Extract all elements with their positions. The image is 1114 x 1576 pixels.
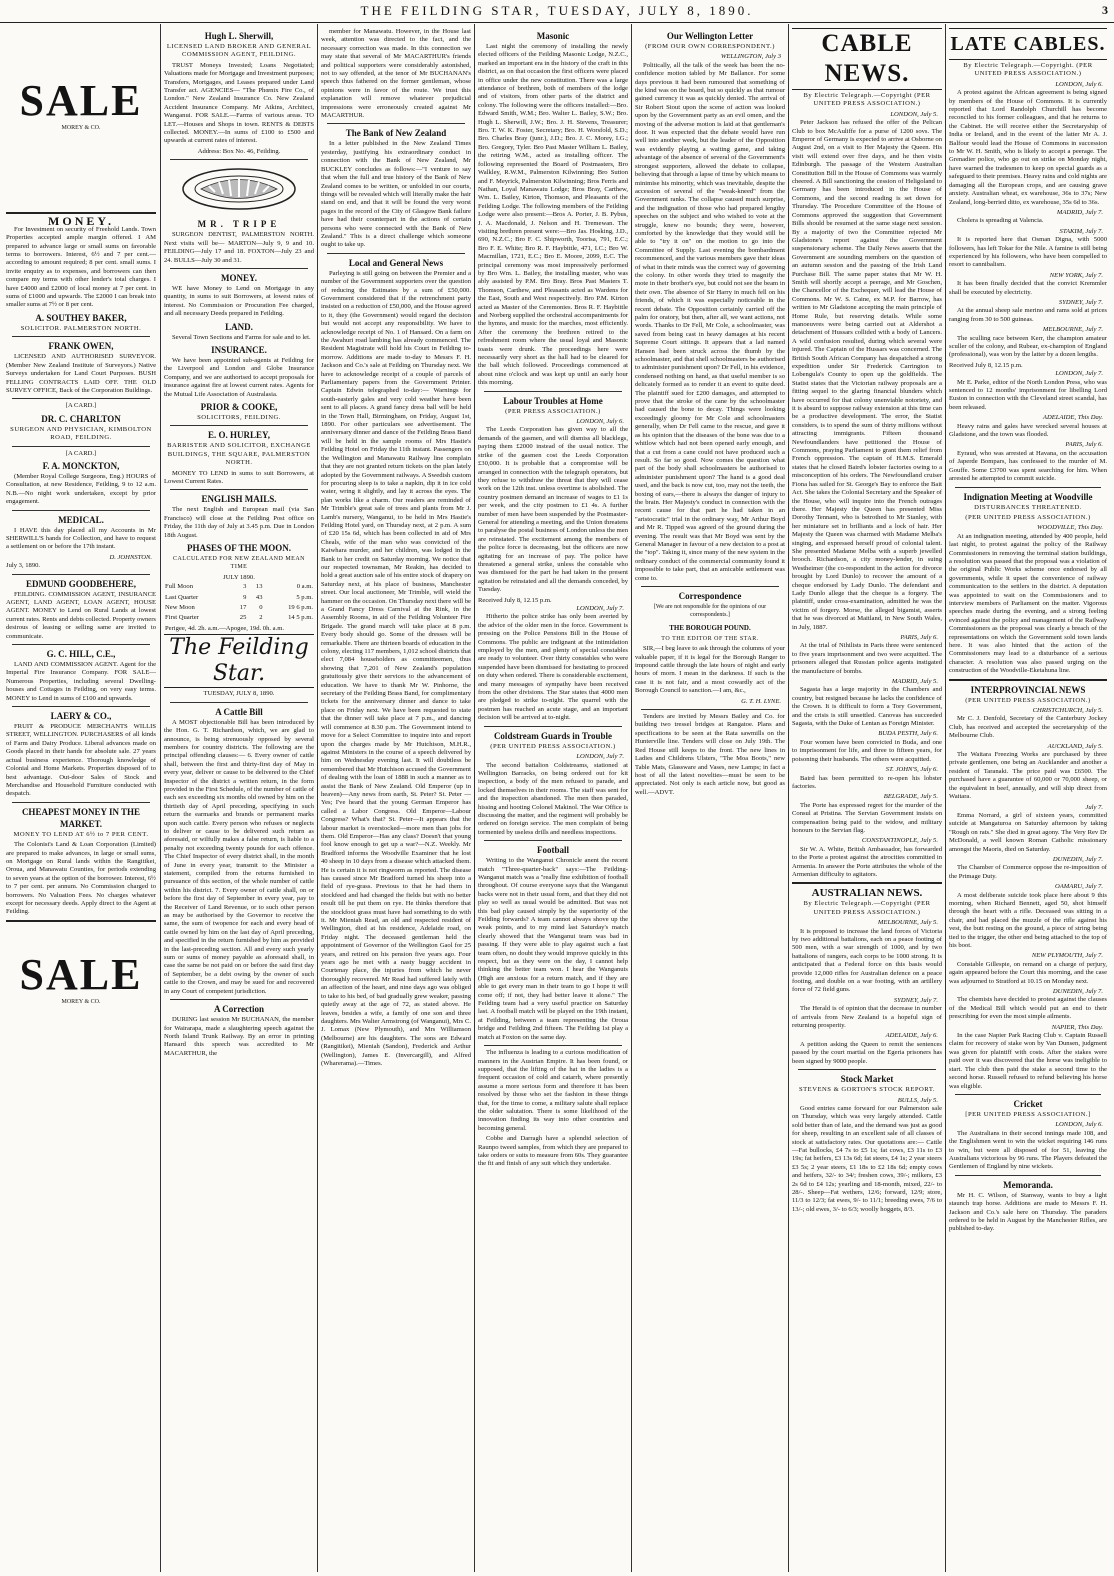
sydney-item: The Herald is of opinion that the decrease in number of arrivals from New Zealand is a hopeful sign of returning prosperity.	[792, 1005, 942, 1030]
london-dateline-2: LONDON, July 7.	[1055, 370, 1103, 378]
divider	[170, 159, 308, 160]
received-line: Received July 8, 12.15 p.m.	[949, 361, 1023, 369]
hurley-advert: MONEY TO LEND in sums to suit Borrowers, at Lowest Current Rates.	[164, 469, 314, 485]
stock-market-heading: Stock Market	[840, 1074, 894, 1085]
column-rule	[945, 24, 946, 1572]
insurance-heading: INSURANCE.	[211, 344, 267, 355]
moon-cell: Last Quarter	[165, 593, 199, 601]
moon-phases-table	[164, 582, 314, 634]
suakim-item: It is reported here that Osman Digna, with 5000 followers, has left Tokar for the Nile. A famine is still being experienced by his followers, who have been compelled to resort to cannibalism.	[949, 236, 1107, 269]
london-item-2: Mr E. Parke, editor of the North London Press, who was sentenced to 12 months' imprisonment for libelling Lord Euston in connection with the Cleveland street scandal, has been released.	[949, 378, 1107, 411]
medical-heading: MEDICAL.	[58, 514, 104, 525]
moon-cell: 0	[259, 604, 263, 612]
divider	[12, 510, 150, 511]
auckland-item-2: Emma Norrard, a girl of sixteen years, committed suicide at Mangaturoa on Saturday afternoon by taking "Rough on rats." She died in great agony. The Very Rev Dr McDonald, a well known Roman Catholic missionary amongst the Maoris, died on Saturday.	[949, 811, 1107, 853]
oamaru-item: A most deliberate suicide took place here about 9 this morning, when Richard Bennett, aged 50, shot himself through the heart with a rifle. Deceased was sitting in a chair, and had placed the muzzle of the rifle against his vest, the butt resting on the ground, a piece of string being tied to the trigger, the other end being attached to the top of his boot.	[949, 891, 1107, 949]
mails-heading: ENGLISH MAILS.	[201, 494, 277, 505]
cattle-bill-heading: A Cattle Bill	[215, 706, 263, 717]
moon-row	[164, 624, 314, 634]
st-johns-item: Baird has been permitted to re-open his lobster factories.	[792, 774, 942, 790]
influenza-article: The influenza is leading to a curious modification of manners in the Austrian Empire. It has been found, or supposed, that the lifting of the hat in the ladies is a frequent occasion of cold and catarrh, where presently assume a more serious form and therefore it has been resolved by those who set the fashion in these things that, for the time to come, a military salute shall replace the older salutation. There is some likelihood of the innovation finding its way into other countries and becoming general.	[478, 1049, 628, 1132]
cricket-heading: Cricket	[1013, 1098, 1043, 1109]
sale-advert-heading-2: SALE	[19, 949, 143, 999]
moon-cell: 19 6 p.m.	[288, 604, 313, 612]
cable-news-article: Peter Jackson has refused the offer of the Pelican Club to box McAuliffe for a purse of 1200 sovs. The Emperor of Germany is expected to arrive at Osborne on August 2nd, on a visit to Her Majesty the Queen. His visit will extend over five days, and he then visits Edinburgh. The passage of the Western Australian Constitution Bill in the House of Commons was warmly cheered. A Bill sanctioning the cession of Heligoland to Germany has been introduced in the House of Commons, and the second reading is set down for Thursday. The Procedure Committee of the House of Commons approved the suggestion that Government Bills should be resumed at the same stage next session. By a majority of two the Committee rejected Mr Gladstone's report against the Government suspensionary scheme. The Daily News asserts that the Government are sounding members on the question of an autumn session and the passing of the Irish Land Purchase Bill. The same paper states that Mr W. H. Smith will shortly accept a peerage, and Mr Goschen, the Chancellor of the Exchequer, will lead the House of Commons. Mr W. S. Caine, ex M.P. for Barrow, has written to Mr Gladstone accepting the main principle of Home Rule, but reserving details. While some manoeuvres were being carried out at Aldershot a detachment of Hussars collided with a body of Lancers. A wild confusion resulted, during which several were injured. The Captain of the Hussars was concerned. The British South African Company has despatched a strong expedition under Sir Frederick Carrington to Lobengula's County to open up the goldfields. The Statist states that the Victorian railway proposals are a fitting sequel to the glaring financial blunders which have occurred for that colony unenviable notoriety, and it is absurd to suppose railway extension at this time can be a productive development. The error, the Statist considers, is to spend the sum of thirty millions without attracting immigrants. Fifteen thousand Newfoundlanders have petitioned the House of Commons, praying Parliament to grant them relief from French oppression. The captain of H.M.S. Emerald states that he closed Baird's lobster factories owing to a misconception of his orders. The Newfoundland cruiser Fiona has sailed for St. George's Bay to enforce the Bait Act. She takes the Colonial Secretary and the Speaker of the House, who will inquire into the French outrages there. Her Majesty the Queen has presented Miss Dorothy Tennant, who is betrothed to Mr Stanley, with her miniature set in brilliants and a lock of hair. Her Majesty the Queen was charmed with Madame Melba's singing, and expressed herself proud of colonial talent. She presented Madame Melba with a superb jewelled brooch. Richardson, a city money-lender, in suing Westheimer (the co-respondent in the action for divorce brought by Lord Dunlo) to recover the amount of a cheque endorsed by Lady Dunlo. The defendant and Lady Dunlo allege that the cheque is a forgery. The plaintiff, under cross-examination, admitted he was the victim of forgery. Morse, the alleged bigamist, asserts that he was divorced at Maitland, in New South Wales, in July, 1887.	[792, 119, 942, 631]
paris-item: At the trial of Nihilists in Paris three were sentenced to five years imprisonment and two were acquitted. The prisoners alleged that Russian police agents instigated the manufacture of bombs.	[792, 642, 942, 675]
column-1	[6, 28, 156, 1568]
labour-received: Received July 8, 12.15 p.m.	[478, 596, 552, 604]
masthead	[0, 0, 1114, 23]
column-rule	[788, 24, 789, 1572]
oamaru-dateline: OAMARU, July 7.	[1055, 883, 1103, 891]
charlton-name: DR. C. CHARLTON	[41, 413, 121, 424]
divider	[12, 446, 150, 447]
interprovincial-heading: INTERPROVINCIAL NEWS	[970, 684, 1086, 695]
goodbehere-name: EDMUND GOODBEHERE,	[25, 578, 136, 589]
baker-title: SOLICITOR. PALMERSTON NORTH.	[20, 324, 142, 332]
new-plymouth-item: Constable Gillespie, on remand on a charge of perjury, again appeared before the Court this morning, and the case was adjourned to Stratford at 10.15 on Monday next.	[949, 960, 1107, 985]
divider	[792, 882, 942, 884]
buda-item: Four women have been convicted in Buda, and one to imprisonment for life, and three to fifteen years, for poisoning their husbands. The others were acquitted.	[792, 738, 942, 763]
divider	[484, 391, 622, 392]
christchurch-item: Mr C. J. Denfold, Secretary of the Canterbury Jockey Club, has received and accepted the secretaryship of the Melbourne Club.	[949, 715, 1107, 740]
pound-letter: SIR,—I beg leave to ask through the columns of your valuable paper, if it is legal for the Borough Ranger to impound cattle through the late hours of night and early hours of morn. I mean in the darkness. If such is the case it is not fair, and a most cowardly act of the Borough Council to sanction.—I am, &c.,	[635, 645, 785, 695]
cricket-article: The Australians in their second innings made 108, and the Englishmen went to win the wicket requiring 146 runs to win, but were all disposed of for 51, leaving the Australians victorious by 96 runs. The Players defeated the Gentlemen of England by nine wickets.	[949, 1129, 1107, 1171]
woodville-subheading: DISTURBANCES THREATENED.	[974, 503, 1082, 511]
melbourne-item-2: The sculling race between Kerr, the champion amateur sculler of the colony, and Rubear, ex-champion of England (professional), was won by the latter by a dozen lengths.	[949, 334, 1107, 359]
australian-news-heading: AUSTRALIAN NEWS.	[811, 887, 923, 900]
cheapest-heading: CHEAPEST MONEY IN THE MARKET.	[21, 806, 141, 829]
belgrade-dateline: BELGRADE, July 5.	[883, 793, 938, 801]
divider	[170, 489, 308, 490]
divider	[798, 1069, 936, 1070]
new-york-item: It has been finally decided that the convict Kremmler shall be executed by electricity.	[949, 280, 1107, 296]
column-2	[164, 28, 314, 1568]
dunedin-item-2: The chemists have decided to protest against the clauses of the Medical Bill which would put an end to their prescribing for even the most simple ailments.	[949, 996, 1107, 1021]
page-number: 3	[1102, 3, 1108, 17]
football-article: Writing to the Wanganui Chronicle anent the recent match "Three-quarter-back" says:—The Feilding-Wanganui match was a "really fine exhibition of football throughout. Of course everyone says that the Wanganui backs were not in their usual form, and that they did not play so well as usual would be admitted. But was not this bad play caused simply by the superiority of the Feilding forwards? A team cannot always shove up the weak points, and to my mind last Saturday's match clearly showed that the Wanganui team was bad in passing. If they were able to play against such a fast team often, no doubt they would improve quickly in this respect, but as they were on the day, I cannot help thinking the better team won. I hear the Wanganuis (High are anxious for a return match, and if they are able to get every man in their team to go I hope it will come off; if not, they had better leave it alone." The Feilding team had a very useful practice on Saturday last. A football match will be played on the 19th instant, at Feilding, between a team representing the Oroua bridge and Feilding 2nd fifteen. The Feilding 1st play a match at Foxton on the same day.	[478, 857, 628, 1041]
charlton-advert: SURGEON AND PHYSICIAN, KIMBOLTON ROAD, FEILDING.	[10, 425, 152, 442]
melbourne-dateline-2: MELBOURNE, July 7.	[1042, 326, 1103, 334]
correction-article: DURING last session Mr BUCHANAN, the member for Wairarapa, made a slaughtering speech against the North Island Trunk Railway. By an error in printing Hansard this speech was accredited to Mr MACARTHUR, the	[164, 1016, 314, 1057]
column-rule	[474, 24, 475, 1572]
suakim-dateline: STAKIM, July 7.	[1059, 227, 1103, 235]
moon-month: JULY 1890.	[223, 573, 255, 581]
late-cables-heading: LATE CABLES.	[949, 28, 1107, 60]
medical-notice: I HAVE this day placed all my Accounts in Mr SHERWILL'S hands for Collection, and have to request a settlement on or before the 17th instant.	[6, 526, 156, 551]
column-4	[478, 28, 628, 1568]
paris-dateline: PARIS, July 6.	[900, 634, 938, 641]
labour-dateline-2: LONDON, July 7.	[576, 605, 624, 612]
owen-advert: LICENSED AND AUTHORISED SURVEYOR. (Member New Zealand Institute of Surveyors.) Native Surveys undertaken for Land Court Purposes. BUSH FELLING CONTRACTS LAID OFF. THE OLD SURVEY OFFICE, Back of the Corporation Buildings.	[6, 353, 156, 394]
column-5	[635, 28, 785, 1568]
madrid-dateline-2: MADRID, July 7.	[1056, 208, 1103, 216]
goodbehere-advert: FEILDING. COMMISSION AGENT, INSURANCE AGENT, LAND AGENT, LOAN AGENT, HOUSE AGENT. MONEY to Lend on Rural Lands at lowest current rates. Rents and debts collected. Property owners desirous of leasing or selling same are invited to communicate.	[6, 590, 156, 640]
melbourne-dateline: MELBOURNE, July 5.	[877, 919, 938, 927]
moon-subheading: CALCULATED FOR NEW ZEALAND MEAN TIME	[172, 556, 306, 571]
moon-cell: New Moon	[165, 604, 195, 612]
column-3	[321, 28, 471, 1568]
moon-cell: 14 5 p.m.	[288, 614, 313, 622]
moon-cell: 13	[255, 583, 263, 591]
local-news-article: Parleying is still going on between the Premier and a number of the Government supporters over the question of reducing the Estimates by a sum of £50,000. Government considered that if the retrenchment party insisted on a reduction of £50,000, and the House agreed to it, they (the Government) would regard the decision but would not accept any responsibility. We have to acknowledge receipt of No. 1 of Hansard. On a farm on the Awahuri road lambing has already commenced. The Resident Magistrate will hold his Court in Feilding to-morrow. Additions are made to-day to Messrs F. H. Jackson and Co.'s sale at Feilding on Thursday next. We have to acknowledge receipt of a couple of parcels of Parliamentary papers from the Government Printer. Captain Edwin telegraphed to-day:— Warnings for south-easterly gales and very cold weather have been sent to all places. A grand fancy dress ball will be held in the Town Hall, Birmingham, on Friday, August 1st, 1890. For other particulars see advertisement. The anniversary dinner and dance of the Feilding Brass Band will be held in the sample rooms of Mrs Hastie's Feilding Hotel on Friday the 11th instant. Passengers on the Wellington and Manawatu Railway line complain that they are not granted return tickets on the plan lately adopted by the Government railways. A Swedish custom for procuring sleep is to take a napkin, dip it in ice cold water, wring it slightly, and lay it across the eyes. The plan works like a charm. Our readers are reminded of Mr Trimble's great sale of trees and plants from Mr J. Lamb's nursery, Wanganui, to be held in Mrs Hastie's Feilding Hotel yard, on Thursday next, at 2 p.m. A sum of £20 15s 6d, which has been collected in aid of Mrs Cheals, wife of the man who was convicted of the Kaiwhara murder, and her children, was lodged in the Bank to her credit on Saturday morning. We notice that our respected townsman, Mr Reakin, has decided to hold a great auction sale of his entire stock of drapery on Saturday next, at his place of business, Manchester street. Our local auctioneer, Mr Trimble, will wield the hammer on the occasion. On Thursday next there will be a Grand Fancy Dress Carnival at the Rink, in the Assembly Rooms, in aid of the Feilding Volunteer Fire Brigade. The grand march will take place at 8 p.m. Every body should go. Some of the dresses will be remarkable. There are thirteen boards of education in the colony, electing 117 members, 1,012 school districts that elect 7,084 householders as committeemen, thus showing that 7,201 of New Zealand's population gratuitously give their services to the advancement of education. We have to thank Mr W. Pinhorne, the secretary of the Feilding Brass Band, for complimentary tickets for the anniversary dinner and dance to take place on Friday next. We have been requested to state that the dinner will take place at 7 p.m., and dancing will commence at 8.30 p.m. The Government intend to move for a Select Committee to inquire into and report upon the charges made by Mr Hutchison, M.H.R., against Ministers in the course of a speech delivered by him on Wednesday evening last. It will doubtless be remembered that Mr Hutchison accused the Government of dealing with the loan of 1888 in such a manner as to assist the Bank of New Zealand. Old Emperor (up in heaven)—Any news from earth, St. Peter? St. Peter —Yes; I've heard that the young German Emperor has called a Labor Congress. Old Emperor—Labour Congress? What's that? St. Peter—It appears that the labour market is overstocked—more men than jobs for them. Old Emperor—Has any class? Doesn't that young fool know enough to get up a war?—N.Z. Weekly. Mr Bradford informs the Woodville Examiner that he lost 40 sheep in 10 days from a disease which attacked them. He is certain it is not ringworm as reported. The disease has caused since Mr Bradford turned his sheep into a field of rye-grass. Previous to that he had them in stockfeed and had changed the fields but with no better result till he put them on rye. He thinks therefore that the stockfoot grass must have had something to do with it. Mr Mieniah Read, an old and respected resident of Wellington, died at his residence, Adelaide road, on Friday night. The deceased gentleman held the appointment of Governor of the Wellington Gaol for 25 years, and retired on his pension five years ago. Four years ago he met with a nasty buggy accident in Courtenay place, the injuries from which he never thoroughly recovered. Mr Read had suffered lately with an affection of the heart, and nine days ago was obliged to take to his bed, of bad gradually grew weaker, passing quietly away at the age of 72, as stated above. He leaves, besides a wife, a family of one son and three daughters. Mrs Walter Armstrong (of Wanganui), Mrs C. J. Lomax (New Plymouth), and Mrs Williamson (Melbourne) are his daughters. The sons are Edward (Rangitikei), Mieniah (Sandon), Frederick and Arthur (Wellington), James E. (Invercargill), and Alfred (Wharerama).—Times.	[321, 269, 471, 1067]
divider	[12, 802, 150, 803]
sydney-dateline-2: SYDNEY, July 7.	[1058, 298, 1103, 306]
wellington-letter-heading: Our Wellington Letter	[666, 31, 754, 41]
stock-report-title: STEVENS & GORTON'S STOCK REPORT.	[798, 1086, 936, 1094]
labour-article: The Leeds Corporation has given way to all the demands of the gasmen, and will dismiss all blacklegs, paying them £2000 instead of the usual notice. The strike of the gasmen cost the Leeds Corporation £30,000. It is probable that a compromise will be arranged in connection with the telegraph operators, but they refuse to withdraw the threat that they will cease work on the 12th inst. unless overtime is abolished. The country postmen demand an increase of wages to £1 1s per week, and the city postmen to £1 4s. A further number of men have been suspended by the Postmaster-General for attending a meeting, and the Union threatens to paralyse the postal business of London unless the men are reinstated. The excitement among the members of the police force is decreasing, but the officers are now agitating for an increase of pay. The police have threatened a general strike, unless the constable who was dismissed for the part he had taken in the present agitation be reinstated and all the demands conceded, by Tuesday.	[478, 426, 628, 594]
divider	[170, 702, 308, 703]
wellington-letter-source: (FROM OUR OWN CORRESPONDENT.)	[645, 43, 775, 50]
hill-advert: LAND AND COMMISSION AGENT. Agent for the Imperial Fire Insurance Company. FOR SALE—Numerous Properties, including several Dwelling-houses and Cottages in Feilding, on very easy terms. MONEY to Lend in sums of £100 and upwards.	[6, 661, 156, 702]
cable-dateline: LONDON, July 5.	[890, 110, 938, 118]
moon-row	[164, 593, 314, 603]
woodville-article: At an indignation meeting, attended by 400 people, held last night, to protest against the policy of the Railway Commissioners in removing the terminal station buildings, a resolution was passed that the proposal was a violation of the original Public Works scheme once endorsed by all governments, while it upset the convenience of railway communication to the settlers in the district. A deputation was appointed to wait on the Commissioners and to interview members of Parliament on the matter. Vigorous speeches made during the evening, and a strong feeling evinced against the policy and management of the Railway Commissioners as the proposal was clearly a breach of the representations on which the Government sold town lands here. It was also hinted that the action of the Commissioners may lead to a disturbance of a serious character. A resolution was also passed urging on the construction of the Woodville-Eketahuna line.	[949, 532, 1107, 675]
divider	[12, 336, 150, 337]
prior-name: PRIOR & COOKE,	[200, 401, 278, 412]
cable-news-heading: CABLE NEWS.	[792, 28, 942, 90]
cattle-bill-article: A MOST objectionable Bill has been introduced by the Hon. G. T. Richardson, which, we are glad to announce, is being strenuously opposed by several members for country districts. The following are the principal offending clauses:— 6. Every owner of cattle shall, between the first and thirty-first day of May in every year, deliver or cause to be delivered to the Chief Inspector of the district a written return, in the form provided in the First Schedule, of the number of cattle of each sex exceeding six months old owned by him on the thirtieth day of April preceding, specifying in such return the earmarks and brands or permanent marks upon such cattle. Every person who refuses or neglects to deliver or cause to be delivered such return as aforesaid, or wilfully makes a false return, is liable to a penalty not exceeding twenty pounds for each offence. The Chief Inspector of every district shall, in the month of June in every year, transmit to the Minister a statement, compiled from the returns furnished in pursuance of this section, of the whole number of cattle within his district. 7. Every owner of cattle shall, on or before the first day of September in every year, pay to the Receiver of Land Revenue, or to such other person as may be authorised by the Governor to receive the same, the sum of twopence for each and every head of cattle owned by him on the last day of April preceding, and specified in the return furnished by him as provided in the last-preceding section. All and every such yearly sum or sums of money payable as aforesaid shall, in case the same be not paid on or before the said first day of September, be a debt owing by the owner of such cattle to the Crown, and may be sued for and recovered in any Court of competent jurisdiction.	[164, 718, 314, 995]
masonic-heading: Masonic	[536, 31, 570, 41]
australian-news-source: By Electric Telegraph.—Copyright (PER UNITED PRESS ASSOCIATION.)	[803, 900, 931, 916]
moon-note: Perigee, 4d. 2h. a.m.—Apogee, 19d. 0h. a.m.	[165, 624, 285, 632]
masthead-title: THE FEILDING STAR, TUESDAY, JULY 8, 1890.	[360, 3, 754, 18]
coldstream-source: (PER UNITED PRESS ASSOCIATION.)	[490, 742, 616, 750]
correspondence-heading: Correspondence	[678, 591, 742, 601]
column-rule	[317, 24, 318, 1572]
dental-plate-illustration	[179, 166, 299, 212]
divider	[641, 709, 779, 710]
sale-advert-byline: MOREY & CO.	[61, 125, 101, 131]
divider	[12, 644, 150, 645]
melbourne-item: It is proposed to increase the land forces of Victoria by two additional battalions, each on a peace footing of 500 men, with a war strength of 1000, and by two battalions of rangers, each corps to be 1000 strong. It is anticipated that a Federal force on this basis would provide 12,000 rifles for Australian defence on a peace footing, and double on a war footing, with an artillery force of 72 field guns.	[792, 927, 942, 994]
london-dateline: LONDON, July 6.	[1055, 80, 1103, 88]
divider	[12, 706, 150, 707]
pound-salutation: TO THE EDITOR OF THE STAR.	[661, 635, 759, 642]
wellington-letter-dateline: WELLINGTON, July 3	[720, 53, 781, 61]
newspaper-date: TUESDAY, JULY 8, 1890.	[203, 690, 275, 698]
divider	[955, 487, 1101, 488]
column-7	[949, 28, 1107, 1568]
sherwill-subheading: LICENSED LAND BROKER AND GENERAL COMMISSION AGENT, FEILDING.	[166, 43, 312, 59]
wellington-letter-article: Politically, all the talk of the week has been the no-confidence motion tabled by Mr Ballance. For some days previous it had been rumoured that something of the kind was on the board, but so quickly as that rumour gained currency it was as quickly denied. The arrival of Sir Robert Stout upon the scene of action was looked upon by the Government party as an evil omen, and the moving of the adverse motion is laid at that gentleman's door. It was expected that the debate would have run well into another week, but the leader of the Opposition was evidently playing a waiting game, and taking advantage of the absence of several of the Government's strongest supporters, allowed the debate to collapse, believing that through a lapse of time by which means to minimise his minority, which was inevitable, despite the accession of several of the "weak-kneed" from the Government ranks. The collapse caused much surprise, and the indignation of those who had prepared lengthy speeches on the subject and who wished to vote at the struggle, knew no bounds; they were, however, comforted by the knowledge that they would still be able to "try it on" on the motion to go into the Committee of Supply. Last evening the bombardment recommenced, and the various members gave their ideas of what in their minds was the correct way of governing the colony. In other words they tried to magnify the mote in their brother's eye, but could not see the beam in their own. The absence of Sir Harry in much fell on his friends, of which it was especially noticeable in the recent debate. The Opposition certainly carried off the palm for oratory, but then, after all, we want actions, not words. Thanks to Dr Fell, Mr Cole, a schoolmaster, was saved from being cast in heavy damages at his recent Supreme Court sittings. It appears that a lad named Hansen had been struck across the thumb by the schoolmaster, and that shell schoolmasters be authorised to administer punishment upon? Dr Fell, in his evidence, condensed nothing on hand, as that useful member is so delicately formed as to render it an event to quite deed. The plaintiff sued for £200 damages, and attempted to prove that the stroke of the cane by the schoolmaster had caused the bone to decay. Things were looking exceedingly gloomy for Mr Cole and schoolmasters generally, when Dr Fell came to the rescue, and gave it as his opinion that the diseases of the bone was due to a whitlow which had not been opened early enough, and that a cut from a cane could not have produced such a result. So far so good. Now comes the question what part of the body shall schoolmasters be authorised to administer punishment upon? The hand is a good deal used, and the back is now cut, too, may not the teeth, the boxing of ears,—there is always the danger of injury to the brain. Her Majesty's conduct in connection with the recent cause for that part he had taken in an "aristocratic" trial in the ordinary way, Mr Arthur Boyd and Mr R. Tipped was agreed of the ground during the evening. The result was that Mr Boyd was sent by the General Manager in favour of a new decision to a post at the "top". Taking it, since many of the new system in the ordinary conduct of the commercial community found it impossible to take part, that an amicable settlement was come to.	[635, 61, 785, 582]
woodville-dateline: WOODVILLE, This Day.	[1037, 524, 1103, 532]
divider	[484, 1045, 622, 1046]
bank-article: In a letter published in the New Zealand Times yesterday, justifying his extraordinary conduct in connection with the Bank of New Zealand, Mr BUCKLEY concludes as follows:—"I venture to say that when the full and true history of the Bank of New Zealand comes to be written, or unfolded in our courts, things will be revealed which will literally make the hair stand on end, and that it will be found the very worst pages in the record of the City of Glasgow Bank failure have had their counterpart in the actions of certain persons who were connected with the Bank of New Zealand." This is a direct challenge which someone ought to take up.	[321, 140, 471, 249]
divider	[170, 425, 308, 426]
divider	[641, 586, 779, 587]
divider	[955, 1094, 1101, 1095]
sydney-item-2: At the annual sheep sale merino and rams sold at prices ranging from 30 to 500 guineas.	[949, 307, 1107, 323]
late-cables-source: By Electric Telegraph.—Copyright. (PER UNITED PRESS ASSOCIATION.)	[963, 62, 1093, 78]
land-heading: LAND.	[225, 321, 253, 332]
sydney-dateline: SYDNEY, July 7.	[893, 996, 938, 1004]
constantinople-item: Sir W. A. White, British Ambassador, has forwarded to the Porte a protest against the atrocities committed in Armenia. In answer the Porte attributes the whole of the Armenian difficulty to agitators.	[792, 845, 942, 878]
divider	[6, 920, 156, 922]
dunedin-dateline-2: DUNEDIN, July 7.	[1052, 988, 1103, 996]
moon-row	[164, 582, 314, 592]
sherwill-advert: TRUST Moneys Invested; Loans Negotiated; Valuations made for Mortgage and Investment purposes; Transfers, Mortgages, and Leases prepared under Land Transfer act. AGENCIES— "The Phœnix Fire Co., of London." New Zealand Insurance Co. New Zealand Accident Insurance Company. Mr Atkins, Architect, Wanganui. FOR SALE.—Farms of various areas. TO LET.—Houses and Shops in town. RENTS & DEBTS collected. MONEY.—In sums of £100 to £500 and upwards at current rates of interest.	[164, 61, 314, 145]
moon-row	[164, 613, 314, 623]
labour-dateline: LONDON, July 6.	[576, 418, 624, 426]
divider	[484, 840, 622, 841]
dunedin-dateline: DUNEDIN, July 7.	[1052, 855, 1103, 863]
sherwill-address: Address: Box No. 46, Feilding.	[197, 147, 281, 155]
cheapest-subheading: MONEY TO LEND AT 6½ to 7 PER CENT.	[13, 830, 149, 838]
insurance-advert: We have been appointed sub-agents at Feilding for the Liverpool and London and Globe Insurance Company, and we are authorised to accept proposals for insurance against fire at lowest current rates. Agents for the Mutual Life Association of Australasia.	[164, 356, 314, 398]
prior-subheading: SOLICITORS, FEILDING.	[197, 413, 281, 421]
laery-advert: FRUIT & PRODUCE MERCHANTS WILLIS STREET, WELLINGTON. PURCHASERS of all kinds of Farm and Dairy Produce. Liberal advances made on Goods placed in their hands for absolute sale. 27 years actual business experience. Thorough knowledge of Colonial and Home Markets. Properties disposed of to best advantage. Out-door Sales of Stock and Merchandise and Household Furniture conducted with despatch.	[6, 723, 156, 798]
divider	[327, 253, 465, 254]
laery-name: LAERY & CO.,	[50, 711, 112, 722]
moon-row	[164, 603, 314, 613]
buda-dateline: BUDA PESTH, July 6.	[878, 730, 938, 738]
football-heading: Football	[536, 845, 569, 856]
tripe-name: MR. TRIPE	[197, 219, 281, 230]
napier-dateline: NAPIER, This Day.	[1051, 1023, 1103, 1031]
moon-table	[164, 582, 314, 634]
new-york-dateline: NEW YORK, July 7.	[1049, 271, 1103, 279]
moon-cell: 2	[259, 614, 263, 622]
moon-cell: 25	[239, 614, 247, 622]
woodville-heading: Indignation Meeting at Woodville	[963, 491, 1093, 502]
newspaper-title: The Feilding Star.	[164, 634, 314, 688]
cricket-source: [PER UNITED PRESS ASSOCIATION.]	[965, 1110, 1091, 1118]
moon-cell: 3	[243, 583, 247, 591]
moon-cell: First Quarter	[165, 614, 199, 622]
tenders-notice: Tenders are invited by Messrs Bailey and Co. for building two tressel bridges at Rangatoe. Plans and specifications to be seen at the Rata sawmills on the Hunterville line. Tenders will close on July 19th. The Red House still keeps to the front. The new lines in Ladies and Childrens Ulsters, "The Moa Boots," new Table Mats, Glassware and Vases, new Lamps; in fact a host of all the latest novelties—must be seen to be appreciated. Not only is each article now, but good as well.—ADVT.	[635, 713, 785, 796]
divider	[170, 999, 308, 1000]
moon-cell: 5 p.m.	[296, 593, 313, 601]
cable-news-source: By Electric Telegraph.—Copyright (PER UNITED PRESS ASSOCIATION.)	[803, 92, 931, 108]
coldstream-dateline: LONDON, July 7.	[576, 753, 624, 761]
card-label: [A CARD.]	[65, 402, 97, 410]
column-rule	[160, 24, 161, 1572]
divider	[955, 1175, 1101, 1176]
monckton-name: F. A. MONCKTON,	[42, 460, 120, 471]
stock-dateline: BULLS, July 5.	[897, 1096, 938, 1104]
labour-source: (PER PRESS ASSOCIATION.)	[505, 407, 601, 415]
dunedin-item: The Chamber of Commerce oppose the re-imposition of the Primage Duty.	[949, 864, 1107, 880]
pound-signature: G. T. H. LYNE.	[741, 697, 781, 705]
adelaide-dateline-2: ADELAIDE, This Day.	[1042, 414, 1103, 422]
hurley-name: E. O. HURLEY,	[208, 430, 270, 441]
paris-dateline-2: PARIS, July 6.	[1065, 441, 1103, 449]
adelaide-dateline: ADELAIDE, July 6.	[885, 1032, 938, 1040]
monckton-advert: (Member Royal College Surgeons, Eng.) HOURS of Consultation, at new Residence, Feilding, 9 to 12 a.m. N.B.—No night work undertaken, except by prior engagement.	[6, 472, 156, 506]
moon-cell: 43	[255, 593, 263, 601]
money-advert: For Investment on security of Freehold Lands. Town Properties accepted ample margin offered. I AM prepared to advance large or small sums on favorable terms to borrowers. Interest, 6½ and 7 per cent.—according to amount required; 8 per cent. small sums. I invite enquiry as to expenses, and borrowers can then compare my terms with other lender's total charges. I have £4000 and £2000 of local money at 7 per cent. in sums of £1000 and upwards. The £2000 I can break into smaller sums at 7½ or 8 per cent.	[6, 225, 156, 309]
money-heading-2: MONEY.	[221, 272, 257, 283]
coldstream-heading: Coldstream Guards in Trouble	[493, 730, 613, 741]
tripe-advert: SURGEON DENTIST, PALMERSTON NORTH. Next visits will be— MARTON—July 9, 9 and 10. FEILDING—July 17 and 18. FOXTON—July 23 and 24. BULLS—July 30 and 31.	[164, 231, 314, 264]
stock-report: Good entries came forward for our Palmerston sale on Thursday, which was very largely attended. Cattle sold better than of late, and the demand was just as good for sheep, resulting in an excellent sale of all classes of stock at satisfactory rates. Our quotations are:— Cattle—Fat bullocks, £4 7s to £5 1s; fat cows, £3 11s to £3 19s; fat heifers, £3 13s 6d; fat steers, £4 1s; 2 year steers £3 5s; 2 year steers, £1 18s to £2 18s 6d; empty cows and heifers, 32/- to 34/; freshen cows, 39/-; milkers, £3 2s 6d to £4 12s; yearling and 18-month, mixed, 22/- to 28/-. Sheep—Fat wethers, 12/6; forward, 12/9; store, 11/3 to 12/3; fat ewes, 9/- to 11/1; breeding ewes, 7/6 to 13/-; old ewes, 3/- to 6/3; woolly hoggets, 8/3.	[792, 1104, 942, 1213]
cobbe-advert: Cobbe and Darragh have a splendid selection of Raunpo tweed samples, from which they are prepared to take orders or suits to measure from 60s. They guarantee the fit and finish of any suit which they undertake.	[478, 1135, 628, 1168]
madrid-item: Sagasta has a large majority in the Chambers and country, but resigned because he lacks the confidence of the Crown. It is difficult to form a Tory Government, and the crisis is still unsettled. Canovas has succeeded Sagasta, with the Duke of Lentan as Foreign Minister.	[792, 686, 942, 728]
moon-cell: 17	[239, 604, 247, 612]
hurley-address: BARRISTER AND SOLICITOR, EXCHANGE BUILDINGS, THE SQUARE, PALMERSTON NORTH.	[167, 442, 311, 467]
newspaper-page	[4, 24, 1110, 1572]
divider	[12, 398, 150, 399]
london-item: A protest against the African agreement is being signed by members of the House of Commons. It is currently reported that Lord Randolph Churchill has become reconciled to his former colleagues, and that he returns to the Cabinet. He will receive either the Secretaryship of India or Ireland, and in the event of the latter Mr A. J. Balfour would lead the House of Commons in succession to Mr W. H. Smith, who is likely to accept a peerage. The Grenadier police, who go out on strike on Monday night, have warned the tradesmen to keep on special guards as a safeguard to their premises. Heavy rains and cold nights are damaging all the European crops, and are causing grave anxiety. Australian wheat, ex warehouse, 36s to 37s; New Zealand, long-berried ditto, ex warehouse, 35s 6d to 36s.	[949, 89, 1107, 206]
moon-heading: PHASES OF THE MOON.	[186, 543, 291, 554]
labour-article-2: Hitherto the police strike has only been averted by the advice of the older men in the force. Government is pressing on the Police Pensions Bill in the House of Commons. The public are indignant at the intimidation employed by the men, and plenty of special constables are ready to volunteer. Over thirty constables who were suspended have been dismissed for hesitating to proceed on duty when ordered. There is considerable excitement, and many messages of sympathy have been received from the other divisions. The Star states that 4000 men are pledged to strike to-night. The quarrel with the postmen has reached an acute stage, and an important decision will be arrived at to-night.	[478, 613, 628, 722]
cheapest-advert: The Colonist's Land & Loan Corporation (Limited) are prepared to make advances, in large or small sums, on Mortgage on Rural lands within the Rangitikei, Oroua, and Manawatu Counties, for periods extending to seven years at the option of the borrower. Interest, 6½ to 7 per cent. per annum. No Commission charged to borrowers. No Valuation Fees. No charges whatever except for necessary deeds. Apply direct to the Agent at Feilding.	[6, 841, 156, 916]
divider	[327, 123, 465, 124]
divider	[949, 679, 1107, 681]
coldstream-article: The second battalion Coldstreams, stationed at Wellington Barracks, on being ordered out for kit inspection, a body of the men refused to parade, and locked themselves in their rooms. The staff was sent for and the inspection abandoned. The men then paraded, hissing and hooting Colonel Makinol. The War Office is discussing the matter, and the regiment will probably be ordered on foreign service. The men complain of being tormented by useless drills and needless inspections.	[478, 761, 628, 836]
auckland-dateline-2: July 7.	[1085, 803, 1103, 811]
auckland-dateline: AUCKLAND, July 5.	[1047, 742, 1103, 750]
belgrade-item: The Porte has expressed regret for the murder of the Consul at Pristina. The Servian Government insists on compensation being paid to the widow, and military honours to the Servian flag.	[792, 801, 942, 834]
moon-cell: 9	[243, 593, 247, 601]
money-advert-2: WE have Money to Lend on Mortgage in any quantity, in sums to suit Borrowers, at lowest rates of interest. No Commission or Procuration Fee charged, and all necessary Deeds prepared in Feilding.	[164, 284, 314, 318]
divider	[484, 726, 622, 727]
woodville-source: (PER UNITED PRESS ASSOCIATION.)	[965, 513, 1091, 521]
divider	[12, 574, 150, 575]
paris-item-2: Eyraud, who was arrested at Havana, on the accusation of Japerde Bompars, has confessed to the murder of M. Gouffe. Some £3700 was spent searching for him. When arrested he attempted to commit suicide.	[949, 449, 1107, 483]
masonic-article: Last night the ceremony of installing the newly elected officers of the Feilding Masonic Lodge, N.Z.C., marked an important era in the history of the craft in this district, as on that occasion the first officers were placed in office under the new constitution. There was a large attendance of brethren, both of members of the lodge and of visitors, from other parts of the district and colony. The following were the officers installed:—Bro. Edward Smith, W.M.; Bro. Walter L. Bailey, S.W.; Bro. Hugh L. Sherwill, J.W.; Bro. J. H. Stevens, Treasurer; Bro. T. W. K. Foster, Secretary; Bro. H. Worsfold, S.D.; Bro. Charles Bray (junr.), J.D.; Bro. J. C. Morey, I.G.; Bro. Gregory, Tyler. Bro Past Master William L. Bailey, the retiring W.M., acted as installing officer. The following represented the Board of Postmasters, Bro Walkley, R.W.M., Palmerston Kilwinning; Bro Sutton and F. Meyrick, Palmerston Kilwinning; Bros Ferris and Nathan, Loyal Manawatu Lodge; Bros Bray, Carthew, Wm. L. Bailey, Kirton, Thomson, and Pleasants of the Feilding Lodge. The following members of the Feilding Lodge were also present:—Bros A. Porter, J. B. Pybus, J. A. Macdonald, J. Nelson and H. Tremewan. The visiting brethren present were:—Bro Jas. Hosking, J.D., 690, N.Z.C.; Bro F. C. Shipworth, Toorisa, 791, E.C.; Bro F. E. White; Bro R. F. Haybittle, 471, I.C.; Bro W. Macmillan, 1721, E.C.; Bro E. Moore, 2099, E.C. The principal ceremony was most impressively performed by Bro Wm. L. Bailey, the installing master, who was ably assisted by P.M. Bro Bray. Bros Past Masters T. Thomson, Carthew, and Pleasants acted as Wardens for the East, South and West respectively. Bro P.M. Kirton acted as Master of the Ceremonies. Bros R. F. Haybittle and Norberg supplied the orchestral accompaniments for the hymns, and music for the marches, most efficiently. After the ceremony the brethren retired to the refreshment room where the usual loyal and Masonic toasts were drunk. The proceedings here were necessarily very short as the hall had to be cleared for the ball which followed. Proceedings commenced at about nine o'clock and was kept up until an early hour this morning.	[478, 43, 628, 387]
memoranda-article: Mr H. C. Wilson, of Stanway, wants to buy a light staunch trap horse. Additions are made to Messrs F. H. Jackson and Co.'s sale here on Thursday. The paraders ordered to be held in August by the Manchester Rifles, are published to-day.	[949, 1191, 1107, 1233]
medical-date: July 3, 1890.	[6, 562, 41, 570]
moon-cell: 0 a.m.	[296, 583, 313, 591]
column-6	[792, 28, 942, 1568]
column-rule	[631, 24, 632, 1572]
christchurch-dateline: CHRISTCHURCH, July 5.	[1032, 707, 1103, 715]
sale-advert-byline-2: MOREY & CO.	[61, 998, 101, 1005]
sherwill-name: Hugh L. Sherwill,	[204, 31, 274, 41]
auckland-item: The Waitara Freezing Works are purchased by three private gentlemen, one being an Aucklander and another a resident of Taranaki. The price paid was £6500. The purchased have a guarantee of 60,000 or 70,000 sheep, or the equivalent in beef, annually, and will ship direct from Waitara.	[949, 751, 1107, 801]
bank-heading: The Bank of New Zealand	[345, 128, 447, 139]
correction-heading: A Correction	[213, 1004, 265, 1015]
local-news-heading: Local and General News	[348, 257, 444, 268]
sale-advert-heading: SALE	[19, 76, 143, 125]
pound-heading: THE BOROUGH POUND.	[669, 623, 751, 632]
st-johns-dateline: ST. JOHN'S, July 6.	[885, 766, 938, 774]
moon-cell: Full Moon	[165, 583, 194, 591]
correction-continued: member for Manawatu. However, in the House last week, attention was directed to the fact, and the necessary correction was made. In this connection we may state that several of Mr MACARTHUR's friends and political supporters were considerably astonished, not to say offended, at the tenor of Mr BUCHANAN's speech thus fathered on the former gentleman, whose opinions were in favor of the route. We trust this explanation will remove whatever prejudicial impressions were erroneously created against Mr MACARTHUR.	[321, 28, 471, 120]
divider	[170, 268, 308, 269]
correspondence-note: [We are not responsible for the opinions of our correspondents.]	[653, 604, 767, 619]
money-heading: MONEY.	[48, 214, 114, 229]
memoranda-heading: Memoranda.	[1003, 1179, 1053, 1190]
constantinople-dateline: CONSTANTINOPLE, July 5.	[861, 837, 938, 845]
medical-signature: D. JOHNSTON.	[109, 553, 152, 561]
adelaide-item: A petition asking the Queen to remit the sentences passed by the court martial on the Egeria prisoners has been signed by 9000 people.	[792, 1040, 942, 1065]
land-advert: Several Town Sections and Farms for sale and to let.	[172, 333, 311, 341]
mails-notice: The next English and European mail (via San Francisco) will close at the Feilding Post office on Friday, the 11th day of July at 3.45 p.m. Due in London 18th August.	[164, 506, 314, 539]
cricket-dateline: LONDON, July 6.	[1055, 1121, 1103, 1129]
labour-heading: Labour Troubles at Home	[503, 395, 603, 406]
madrid-item-2: Cholera is spreading at Valencia.	[957, 217, 1044, 225]
baker-name: A. SOUTHEY BAKER,	[35, 312, 127, 323]
interprovincial-source: (PER UNITED PRESS ASSOCIATION.)	[965, 696, 1091, 704]
hill-name: G. C. HILL, C.E.,	[46, 649, 116, 660]
new-plymouth-dateline: NEW PLYMOUTH, July 7.	[1031, 952, 1103, 960]
adelaide-item-2: Heavy rains and gales have wrecked several houses at Gladstone, and the town was flooded.	[949, 422, 1107, 439]
napier-item: In the case Napier Park Racing Club v. Captain Russell claim for recovery of stake won by Van Dunsen, judgment was given for plaintiff with costs. After the stakes were paid over it was discovered that the horse was ineligible to start. The club then paid the stake a second time to the second horse. Russell refused to refund believing his horse was eligible.	[949, 1032, 1107, 1090]
owen-name: FRANK OWEN,	[48, 341, 114, 352]
card-label: [A CARD.]	[65, 449, 97, 457]
madrid-dateline: MADRID, July 5.	[891, 678, 938, 686]
